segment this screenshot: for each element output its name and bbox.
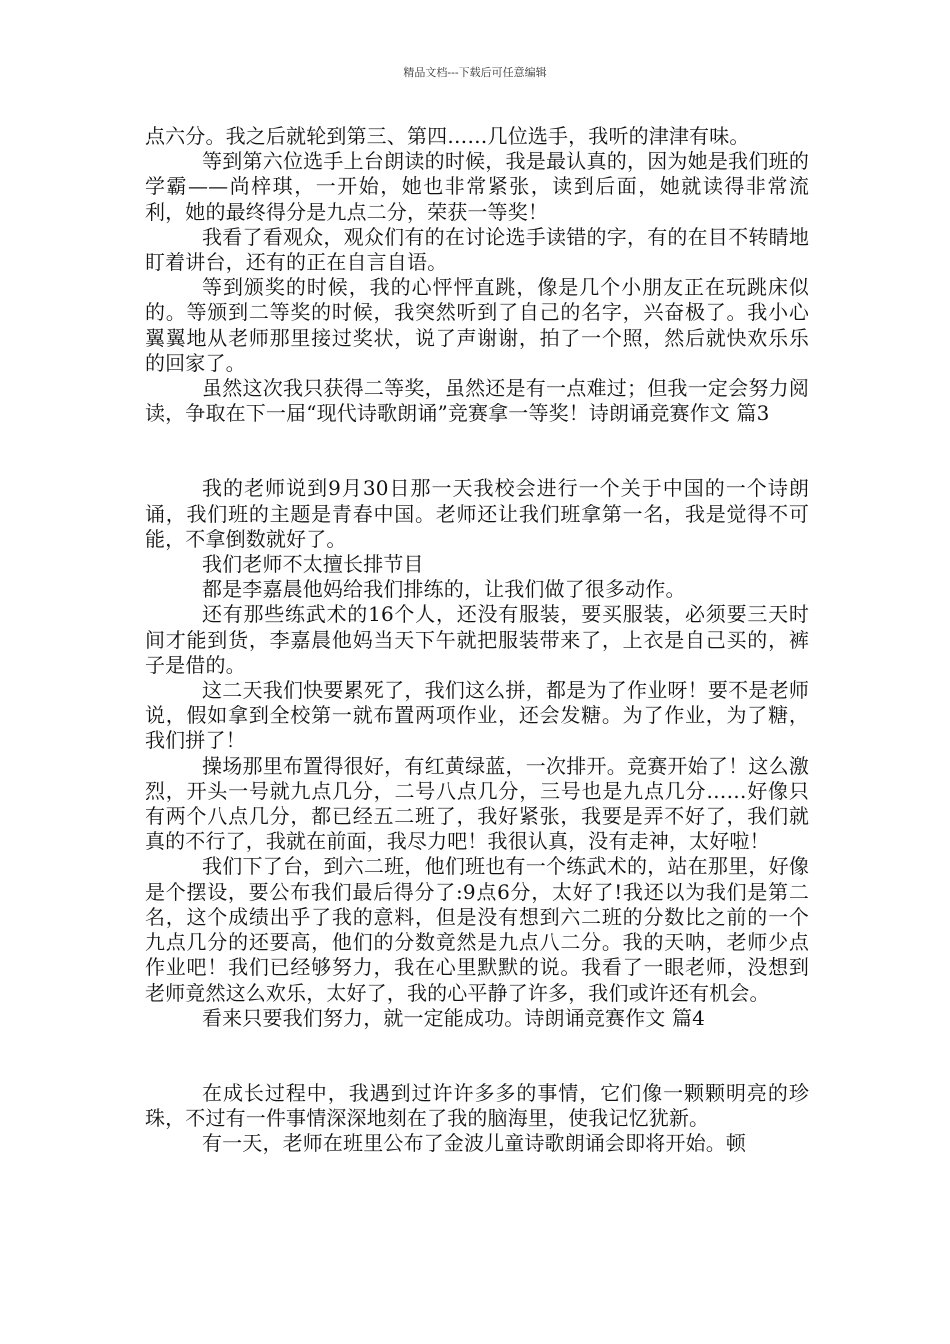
paragraph-10: 这二天我们快要累死了，我们这么拼，都是为了作业呀！要不是老师说，假如拿到全校第一就布置两项作业，还会发糖。为了作业，为了糖，我们拼了！ <box>145 678 809 753</box>
paragraph-7: 我们老师不太擅长排节目 <box>202 552 424 577</box>
paragraph-14: 在成长过程中，我遇到过许许多多的事情，它们像一颗颗明亮的珍珠，不过有一件事情深深地刻在了我的脑海里，使我记忆犹新。 <box>145 1080 809 1131</box>
section-gap <box>145 426 809 476</box>
paragraph-4: 等到颁奖的时候，我的心怦怦直跳，像是几个小朋友正在玩跳床似的。等颁到二等奖的时候，我突然听到了自己的名字，兴奋极了。我小心翼翼地从老师那里接过奖状，说了声谢谢，拍了一个照，然后就快欢乐乐的回家了。 <box>145 275 809 375</box>
paragraph-3: 我看了看观众，观众们有的在讨论选手读错的字，有的在目不转睛地盯着讲台，还有的正在自言自语。 <box>145 224 809 275</box>
paragraph-12: 我们下了台，到六二班，他们班也有一个练武术的，站在那里，好像是个摆设，要公布我们最后得分了:9点6分，太好了!我还以为我们是第二名，这个成绩出乎了我的意料，但是没有想到六二班的分数比之前的一个九点几分的还要高，他们的分数竟然是九点八二分。我的天呐，老师少点作业吧！我们已经够努力，我在心里默默的说。我看了一眼老师，没想到老师竟然这么欢乐，太好了，我的心平静了许多，我们或许还有机会。 <box>145 854 809 1005</box>
paragraph-15: 有一天，老师在班里公布了金波儿童诗歌朗诵会即将开始。顿 <box>202 1131 747 1156</box>
paragraph-9: 还有那些练武术的16个人，还没有服装，要买服装，必须要三天时间才能到货，李嘉晨他妈当天下午就把服装带来了，上衣是自己买的，裤子是借的。 <box>145 602 809 677</box>
paragraph-6: 我的老师说到9月30日那一天我校会进行一个关于中国的一个诗朗诵，我们班的主题是青春中国。老师还让我们班拿第一名，我是觉得不可能，不拿倒数就好了。 <box>145 476 809 551</box>
paragraph-1: 点六分。我之后就轮到第三、第四……几位选手，我听的津津有味。 <box>145 124 750 148</box>
paragraph-2: 等到第六位选手上台朗读的时候，我是最认真的，因为她是我们班的学霸——尚梓琪，一开始，她也非常紧张，读到后面，她就读得非常流利，她的最终得分是九点二分，荣获一等奖！ <box>145 149 809 224</box>
document-body <box>145 124 809 1157</box>
section-gap <box>145 1031 809 1081</box>
paragraph-11: 操场那里布置得很好，有红黄绿蓝，一次排开。竞赛开始了！这么激烈，开头一号就九点几分，二号八点几分，三号也是九点几分……好像只有两个八点几分，都已经五二班了，我好紧张，我要是弄不好了，我们就真的不行了，我就在前面，我尽力吧！我很认真，没有走神，太好啦！ <box>145 753 809 854</box>
page-header: 精品文档---下载后可任意编辑 <box>403 66 547 79</box>
paragraph-8: 都是李嘉晨他妈给我们排练的，让我们做了很多动作。 <box>202 577 686 602</box>
paragraph-13: 看来只要我们努力，就一定能成功。诗朗诵竞赛作文 篇4 <box>202 1005 705 1030</box>
paragraph-5: 虽然这次我只获得二等奖，虽然还是有一点难过；但我一定会努力阅读，争取在下一届“现代诗歌朗诵”竞赛拿一等奖！诗朗诵竞赛作文 篇3 <box>145 376 809 426</box>
